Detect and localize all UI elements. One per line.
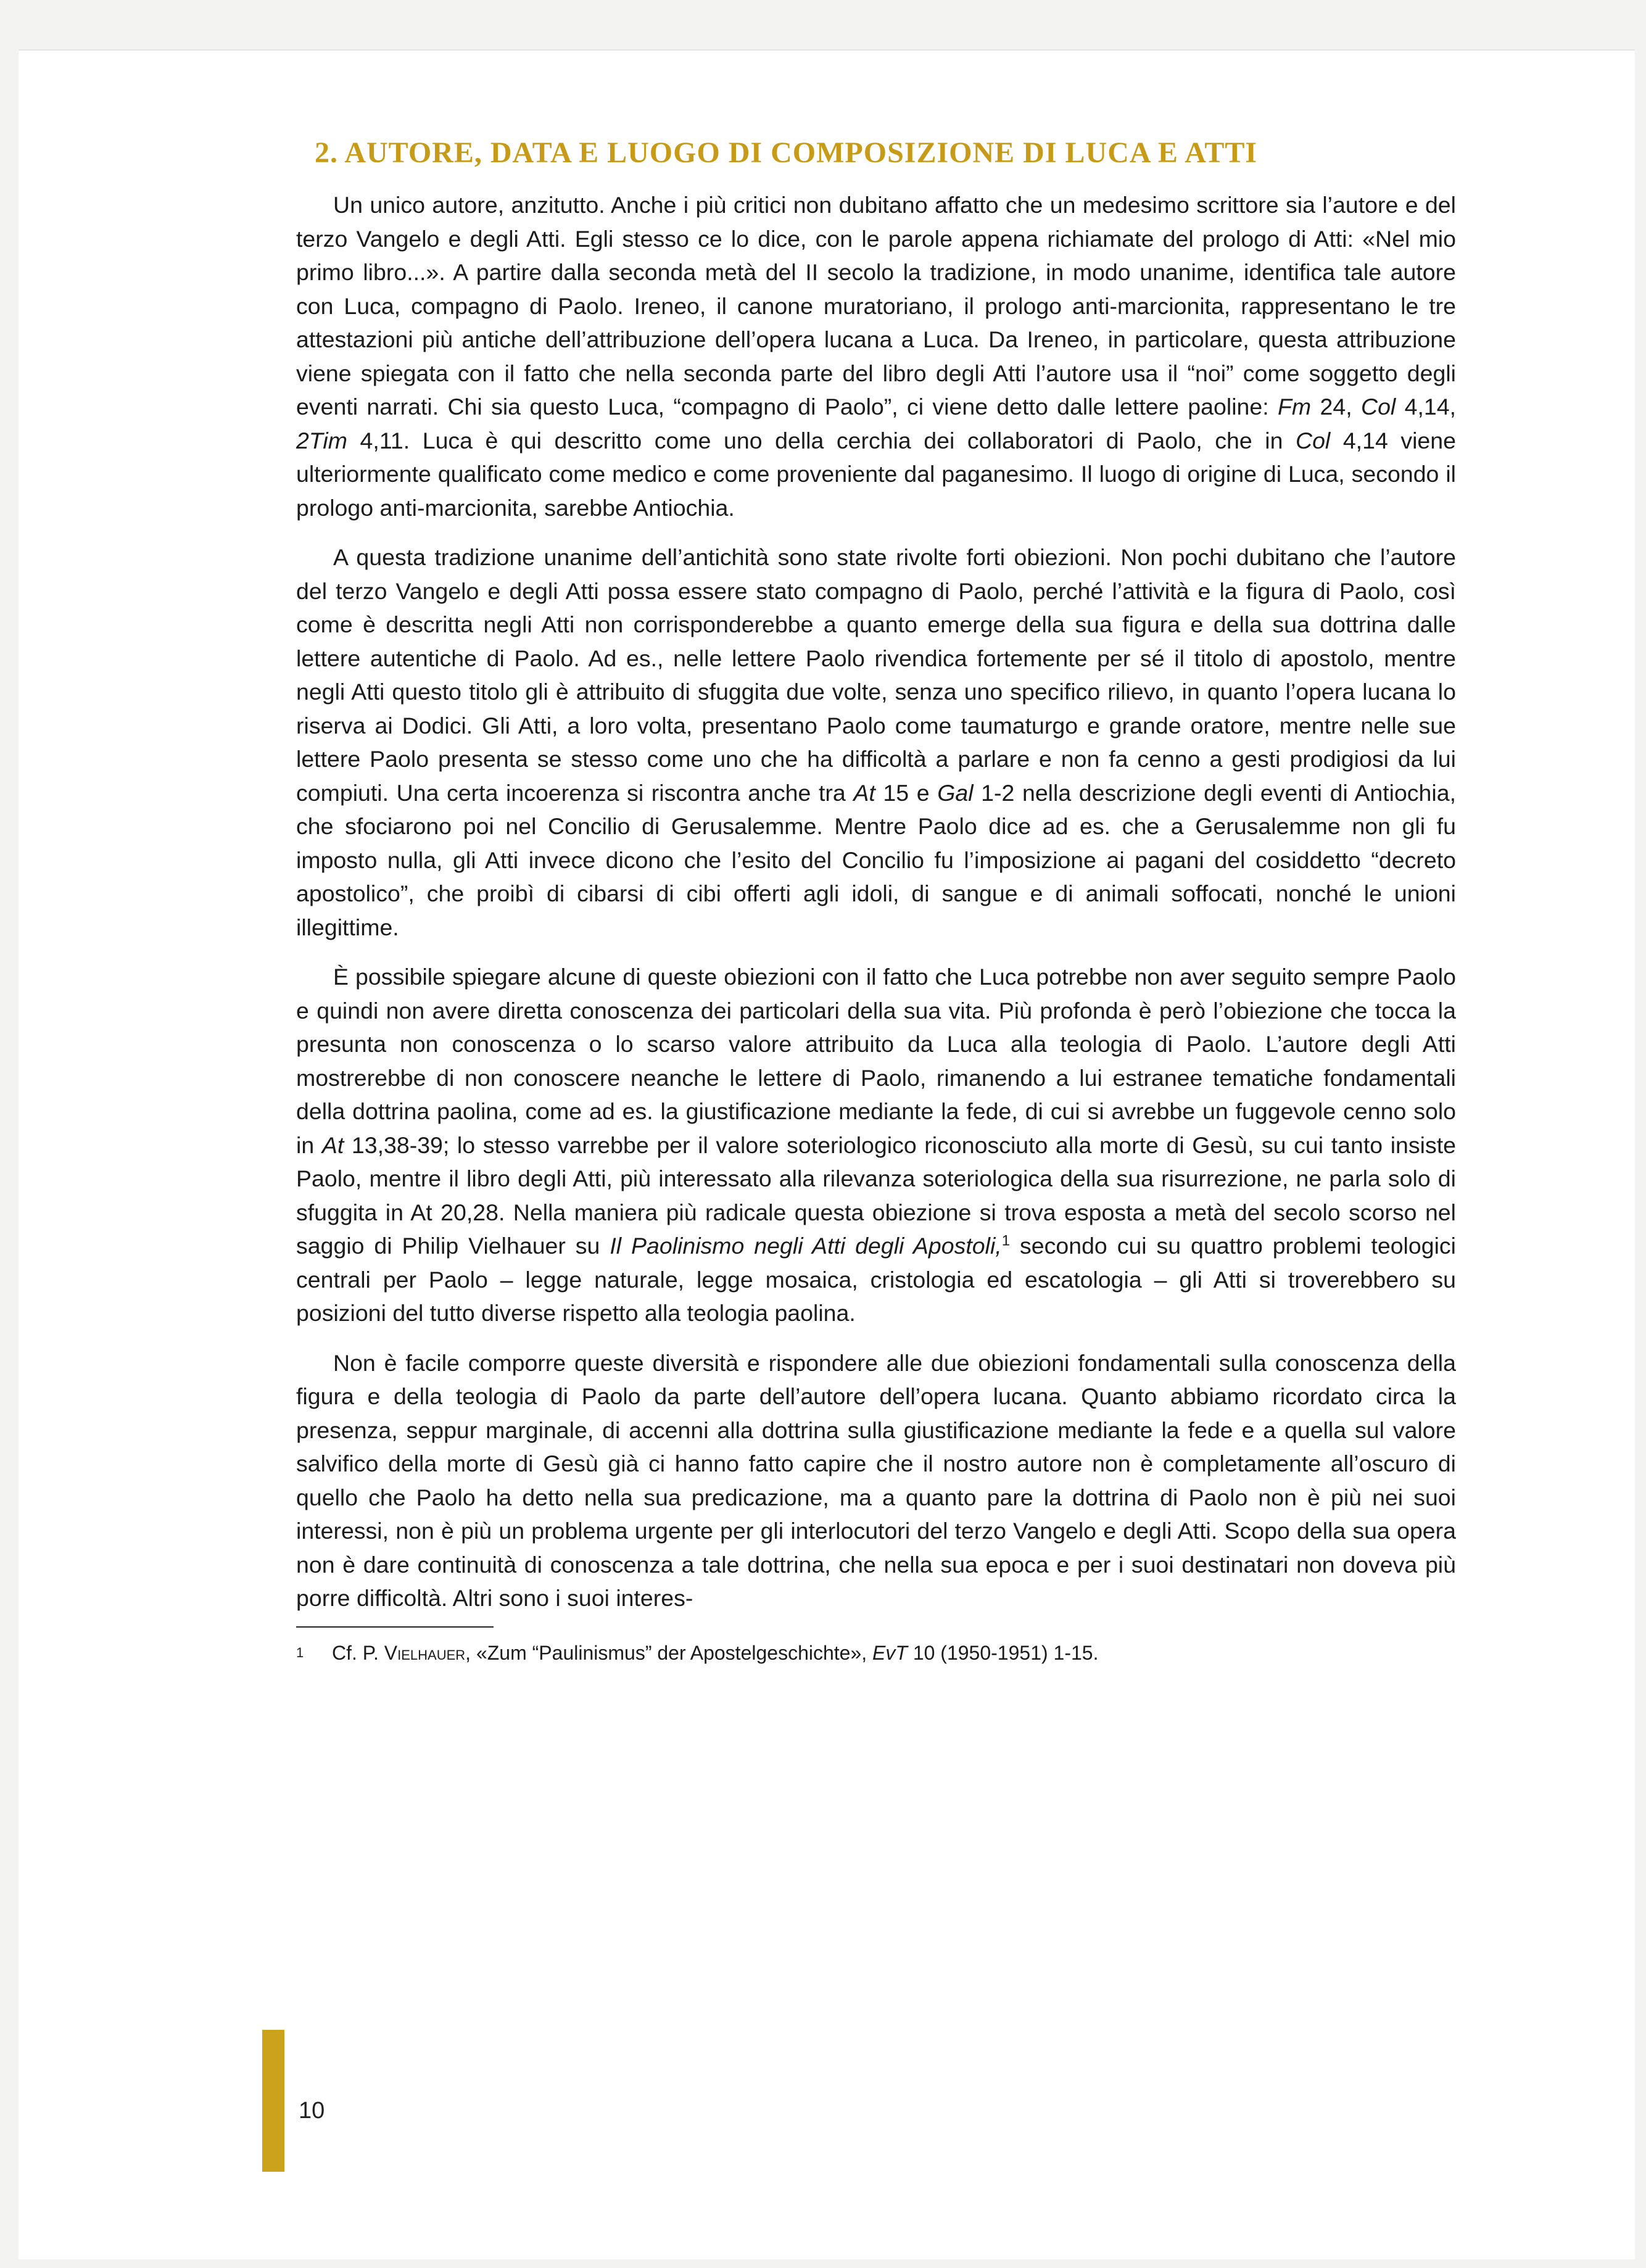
- footnote-marker: 1: [1001, 1232, 1011, 1249]
- text-run: 4,14,: [1396, 394, 1457, 420]
- italic-reference: Col: [1360, 394, 1396, 420]
- text-run: 4,14 viene ulteriormente qualificato come medico e come proveniente dal paganesimo. Il luogo di origine di Luca, secondo il prologo anti-marcionita, sarebbe Antiochia.: [296, 427, 1456, 521]
- section-heading: 2. AUTORE, DATA E LUOGO DI COMPOSIZIONE DI LUCA E ATTI: [315, 136, 1258, 169]
- text-run: A questa tradizione unanime dell’antichità sono state rivolte forti obiezioni. Non pochi dubitano che l’autore del terzo Vangelo e degli Atti possa essere stato compagno di Paolo, perché l’attività e la figura di Paolo, così come è descritta negli Atti non corrisponderebbe a quanto emerge della sua figura e della sua dottrina dalle lettere autentiche di Paolo. Ad es., nelle lettere Paolo rivendica fortemente per sé il titolo di apostolo, mentre negli Atti questo titolo gli è attribuito di sfuggita due volte, senza uno specifico rilievo, in quanto l’opera lucana lo riserva ai Dodici. Gli Atti, a loro volta, presentano Paolo come taumaturgo e grande oratore, mentre nelle sue lettere Paolo presenta se stesso come uno che ha difficoltà a parlare e non fa cenno a gesti prodigiosi da lui compiuti. Una certa incoerenza si riscontra anche tra: [296, 544, 1456, 806]
- italic-reference: Col: [1296, 427, 1331, 453]
- paragraph-1: [296, 188, 1456, 524]
- italic-reference: 2Tim: [296, 427, 348, 453]
- italic-reference: At: [321, 1132, 344, 1158]
- text-run: 4,11. Luca è qui descritto come uno della cerchia dei collaboratori di Paolo, che in: [347, 427, 1296, 453]
- italic-reference: At: [853, 779, 875, 806]
- page-accent-bar: [262, 2030, 284, 2172]
- italic-reference: Il Paolinismo negli Atti degli Apostoli,: [610, 1233, 1002, 1259]
- text-run: 15 e: [875, 779, 938, 806]
- text-run: Non è facile comporre queste diversità e rispondere alle due obiezioni fondamentali sulla conoscenza della figura e della teologia di Paolo da parte dell’autore dell’opera lucana. Quanto abbiamo ricordato circa la presenza, seppur marginale, di accenni alla dottrina sulla giustificazione mediante la fede e a quella sul valore salvifico della morte di Gesù già ci hanno fatto capire che il nostro autore non è completamente all’oscuro di quello che Paolo ha detto nella sua predicazione, ma a quanto pare la dottrina di Paolo non è più nei suoi interessi, non è più un problema urgente per gli interlocutori del terzo Vangelo e degli Atti. Scopo della sua opera non è dare continuità di conoscenza a tale dottrina, che nella sua epoca e per i suoi destinatari non doveva più porre difficoltà. Altri sono i suoi interes-: [296, 1349, 1456, 1611]
- footnote-author: Vielhauer: [384, 1641, 466, 1664]
- paragraph-4: [296, 1346, 1456, 1615]
- footnote-rest: 10 (1950-1951) 1-15.: [907, 1641, 1099, 1664]
- footnote-number: 1: [296, 1644, 304, 1660]
- footnote-journal: EvT: [872, 1641, 908, 1664]
- text-run: Un unico autore, anzitutto. Anche i più critici non dubitano affatto che un medesimo scrittore sia l’autore e del terzo Vangelo e degli Atti. Egli stesso ce lo dice, con le parole appena richiamate del prologo di Atti: «Nel mio primo libro...». A partire dalla seconda metà del II secolo la tradizione, in modo unanime, identifica tale autore con Luca, compagno di Paolo. Ireneo, il canone muratoriano, il prologo anti-marcionita, rappresentano le tre attestazioni più antiche dell’attribuzione dell’opera lucana a Luca. Da Ireneo, in particolare, questa attribuzione viene spiegata con il fatto che nella seconda parte del libro degli Atti l’autore usa il “noi” come soggetto degli eventi narrati. Chi sia questo Luca, “compagno di Paolo”, ci viene detto dalle lettere paoline:: [296, 192, 1456, 420]
- text-run: È possibile spiegare alcune di queste obiezioni con il fatto che Luca potrebbe non aver seguito sempre Paolo e quindi non avere diretta conoscenza dei particolari della sua vita. Più profonda è però l’obiezione che tocca la presunta non conoscenza o lo scarso valore attribuito da Luca alla teologia di Paolo. L’autore degli Atti mostrerebbe di non conoscere neanche le lettere di Paolo, rimanendo a lui estranee tematiche fondamentali della dottrina paolina, come ad es. la giustificazione mediante la fede, di cui si avrebbe un fuggevole cenno solo in: [296, 964, 1456, 1158]
- italic-reference: Fm: [1278, 394, 1312, 420]
- text-run: 1-2 nella descrizione degli eventi di Antiochia, che sfociarono poi nel Concilio di Gerusalemme. Mentre Paolo dice ad es. che a Gerusalemme non gli fu imposto nulla, gli Atti invece dicono che l’esito del Concilio fu l’imposizione ai pagani del cosiddetto “decreto apostolico”, che proibì di cibarsi di cibi offerti agli idoli, di sangue e di animali soffocati, nonché le unioni illegittime.: [296, 779, 1457, 940]
- footnote-prefix: Cf. P.: [332, 1641, 384, 1664]
- italic-reference: Gal: [937, 779, 974, 806]
- footnote-title: , «Zum “Paulinismus” der Apostelgeschichte»,: [465, 1641, 873, 1664]
- footnote-divider: [296, 1626, 494, 1628]
- paragraph-3: [296, 960, 1456, 1330]
- text-run: 13,38-39; lo stesso varrebbe per il valore soteriologico riconosciuto alla morte di Gesù, su cui tanto insiste Paolo, mentre il libro degli Atti, più interessato alla rilevanza soteriologica della sua risurrezione, ne parla solo di sfuggita in At 20,28. Nella maniera più radicale questa obiezione si trova esposta a metà del secolo scorso nel saggio di Philip Vielhauer su: [296, 1132, 1456, 1259]
- text-run: secondo cui su quattro problemi teologici centrali per Paolo – legge naturale, legge mosaica, cristologia ed escatologia – gli Atti si troverebbero su posizioni del tutto diverse rispetto alla teologia paolina.: [296, 1233, 1457, 1326]
- text-run: 24,: [1311, 394, 1361, 420]
- page-number: 10: [299, 2098, 325, 2124]
- footnote: [296, 1640, 1456, 1666]
- main-content: [296, 136, 1456, 1666]
- paragraph-2: [296, 540, 1456, 944]
